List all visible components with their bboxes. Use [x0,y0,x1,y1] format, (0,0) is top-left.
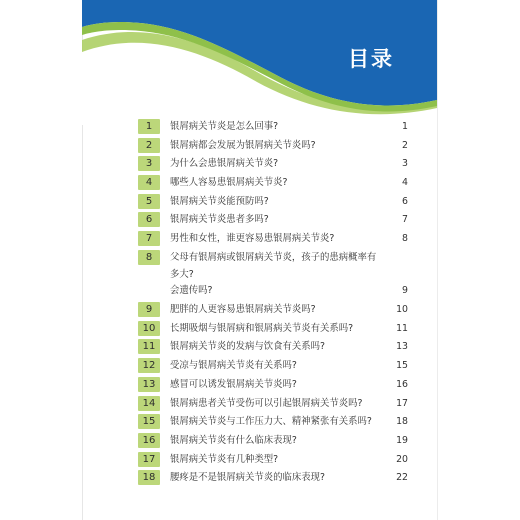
toc-entry[interactable] [138,358,408,375]
toc-number-badge: 6 [138,212,160,227]
toc-number-badge: 10 [138,321,160,336]
toc-number-badge: 14 [138,396,160,411]
toc-page-number: 10 [396,304,408,316]
toc-number-badge: 2 [138,138,160,153]
toc-page-number: 15 [396,360,408,372]
toc-page-number: 16 [396,378,408,390]
toc-number-badge: 7 [138,231,160,246]
toc-entry-title [160,175,382,192]
table-of-contents [138,119,408,489]
toc-entry[interactable] [138,414,408,431]
toc-entry-title [160,358,382,375]
toc-entry-title [160,212,382,229]
toc-entry-title-line: 银屑病关节炎的发病与饮食有关系吗? [170,341,325,353]
toc-number-badge: 13 [138,377,160,392]
toc-entry-title-line: 男性和女性，谁更容易患银屑病关节炎? [170,233,335,245]
toc-entry-title-line: 受凉与银屑病关节炎有关系吗? [170,360,297,372]
toc-page-number: 13 [396,341,408,353]
toc-entry-title-line: 银屑病都会发展为银屑病关节炎吗? [170,139,316,151]
page-title: 目录 [348,47,394,71]
toc-entry-title [160,414,382,431]
toc-entry-title [160,194,382,211]
toc-page-number: 2 [402,139,408,151]
toc-entry[interactable] [138,339,408,356]
toc-entry[interactable] [138,452,408,469]
toc-entry[interactable] [138,433,408,450]
toc-entry-title-line: 感冒可以诱发银屑病关节炎吗? [170,378,297,390]
toc-number-badge: 9 [138,302,160,317]
toc-page-number: 22 [396,472,408,484]
toc-number-badge: 4 [138,175,160,190]
toc-page-number: 17 [396,397,408,409]
toc-entry-title-line: 银屑病关节炎是怎么回事? [170,121,279,132]
toc-entry-title-line: 银屑病关节炎能预防吗? [170,195,269,207]
toc-number-badge: 8 [138,250,160,265]
toc-entry-title-line: 银屑病关节炎有什么临床表现? [170,434,297,446]
toc-entry-title-line: 长期吸烟与银屑病和银屑病关节炎有关系吗? [170,322,354,334]
toc-entry-title-line: 银屑病患者关节受伤可以引起银屑病关节炎吗? [170,397,363,409]
toc-entry-title [160,250,382,300]
toc-page-number: 8 [402,233,408,245]
toc-entry-title [160,339,382,356]
toc-entry-title-line: 腰疼是不是银屑病关节炎的临床表现? [170,472,325,484]
toc-entry-title [160,452,382,469]
toc-entry[interactable] [138,138,408,155]
toc-page-number: 19 [396,434,408,446]
toc-page-number: 7 [402,214,408,226]
toc-page-number: 20 [396,453,408,465]
toc-entry[interactable] [138,377,408,394]
toc-entry[interactable] [138,396,408,413]
toc-entry[interactable] [138,194,408,211]
toc-entry-title-line: 为什么会患银屑病关节炎? [170,158,279,170]
toc-page-number: 9 [402,285,408,297]
toc-entry-title-line: 银屑病关节炎有几种类型? [170,453,279,465]
toc-entry[interactable] [138,470,408,487]
toc-entry[interactable] [138,156,408,173]
toc-page-number: 18 [396,416,408,428]
toc-entry-title-line: 肥胖的人更容易患银屑病关节炎吗? [170,304,316,316]
toc-entry-title-line: 父母有银屑病或银屑病关节炎，孩子的患病概率有多大? [170,251,377,280]
toc-entry-title [160,377,382,394]
toc-page-number: 1 [402,121,408,132]
toc-entry-title [160,231,382,248]
toc-number-badge: 5 [138,194,160,209]
toc-number-badge: 1 [138,119,160,134]
toc-page-number: 11 [396,322,408,334]
toc-entry-title [160,138,382,155]
toc-entry-title [160,156,382,173]
toc-page-number: 6 [402,195,408,207]
toc-entry[interactable] [138,175,408,192]
toc-entry-title-line: 银屑病关节炎与工作压力大、精神紧张有关系吗? [170,416,372,428]
toc-entry[interactable] [138,302,408,319]
toc-page-number: 3 [402,158,408,170]
toc-number-badge: 11 [138,339,160,354]
toc-entry-title [160,470,382,487]
toc-entry-title [160,396,382,413]
toc-entry[interactable] [138,321,408,338]
toc-entry-title [160,321,382,338]
toc-number-badge: 15 [138,414,160,429]
toc-page-number: 4 [402,177,408,189]
toc-number-badge: 12 [138,358,160,373]
toc-entry-title-line: 会遗传吗? [170,285,213,297]
toc-entry[interactable] [138,212,408,229]
toc-number-badge: 18 [138,470,160,485]
toc-entry[interactable] [138,119,408,136]
toc-number-badge: 3 [138,156,160,171]
toc-number-badge: 16 [138,433,160,448]
toc-number-badge: 17 [138,452,160,467]
toc-entry-title-line: 哪些人容易患银屑病关节炎? [170,177,288,189]
toc-entry[interactable] [138,231,408,248]
toc-entry-title-line: 银屑病关节炎患者多吗? [170,214,269,226]
toc-entry-title [160,119,382,136]
toc-entry[interactable] [138,250,408,300]
toc-entry-title [160,302,382,319]
toc-entry-title [160,433,382,450]
